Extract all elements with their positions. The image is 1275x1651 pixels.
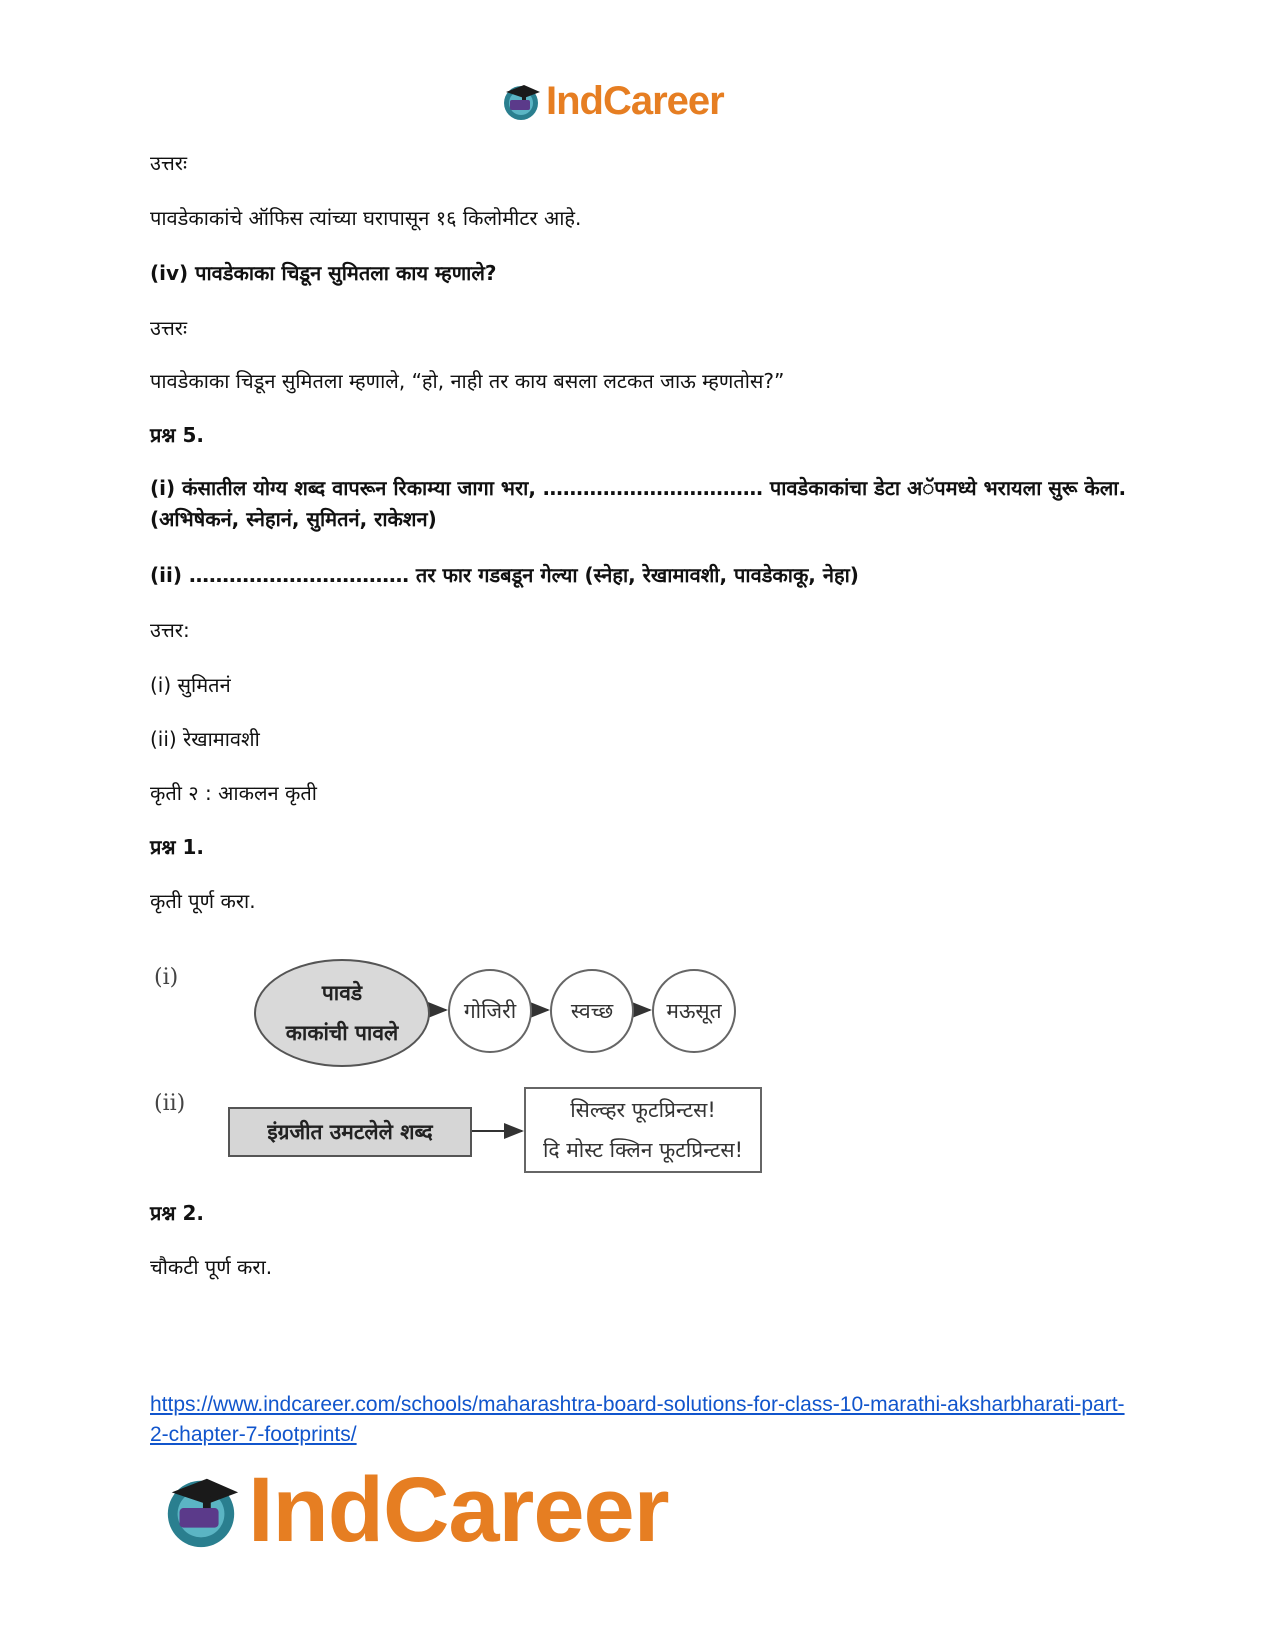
- activity-figure: [150, 953, 800, 1185]
- figure-label-ii: (ii): [154, 1091, 186, 1116]
- circle-3: मऊसूत: [652, 969, 736, 1053]
- oval-line-2: काकांची पावले: [285, 1021, 399, 1045]
- graduation-globe-icon: [160, 1469, 242, 1551]
- answer-line-2: दि मोस्ट क्लिन फूटप्रिन्टस!: [542, 1138, 744, 1162]
- oval-main: [254, 959, 430, 1067]
- header-logo: [500, 78, 724, 124]
- paragraph: प्रश्न 2.: [150, 1201, 204, 1225]
- paragraph: चौकटी पूर्ण करा.: [150, 1255, 273, 1279]
- paragraph: कृती पूर्ण करा.: [150, 889, 256, 913]
- paragraph: उत्तरः: [150, 316, 187, 340]
- oval-line-1: पावडे: [321, 981, 363, 1005]
- paragraph: पावडेकाका चिडून सुमितला म्हणाले, “हो, नाही तर काय बसला लटकत जाऊ म्हणतोस?”: [150, 369, 785, 393]
- english-words-box: इंग्रजीत उमटलेले शब्द: [228, 1107, 472, 1157]
- paragraph: कृती २ : आकलन कृती: [150, 781, 317, 805]
- answer-line-1: सिल्व्हर फूटप्रिन्टस!: [570, 1098, 716, 1122]
- circle-1: गोजिरी: [448, 969, 532, 1053]
- logo-wordmark: IndCareer: [546, 78, 724, 123]
- figure-label-i: (i): [154, 965, 179, 990]
- paragraph: (ii) …………………………… तर फार गडबडून गेल्या (स्नेहा, रेखामावशी, पावडेकाकू, नेहा): [150, 563, 859, 587]
- footer-logo: [160, 1460, 669, 1560]
- paragraph: उत्तरः: [150, 151, 187, 175]
- answer-box: [524, 1087, 762, 1173]
- logo-wordmark: IndCareer: [248, 1458, 669, 1561]
- paragraph: प्रश्न 1.: [150, 835, 204, 859]
- paragraph: पावडेकाकांचे ऑफिस त्यांच्या घरापासून १६ किलोमीटर आहे.: [150, 206, 582, 230]
- circle-2: स्वच्छ: [550, 969, 634, 1053]
- paragraph: (i) कंसातील योग्य शब्द वापरून रिकाम्या जागा भरा, …………………………… पावडेकाकांचा डेटा अॅपमध्ये भरायला सुरू केला. (अभिषेकनं, स्नेहानं, सुमितनं, राकेशन): [150, 476, 1127, 531]
- paragraph: प्रश्न 5.: [150, 423, 204, 447]
- paragraph: (i) सुमितनं: [150, 673, 231, 697]
- paragraph: (iv) पावडेकाका चिडून सुमितला काय म्हणाले?: [150, 261, 497, 285]
- graduation-globe-icon: [500, 80, 542, 122]
- paragraph: (ii) रेखामावशी: [150, 727, 260, 751]
- source-link[interactable]: https://www.indcareer.com/schools/maharashtra-board-solutions-for-class-10-marathi-aksharbharati-part-2-chapter-7-footprints/: [150, 1393, 1125, 1446]
- paragraph: उत्तर:: [150, 618, 190, 642]
